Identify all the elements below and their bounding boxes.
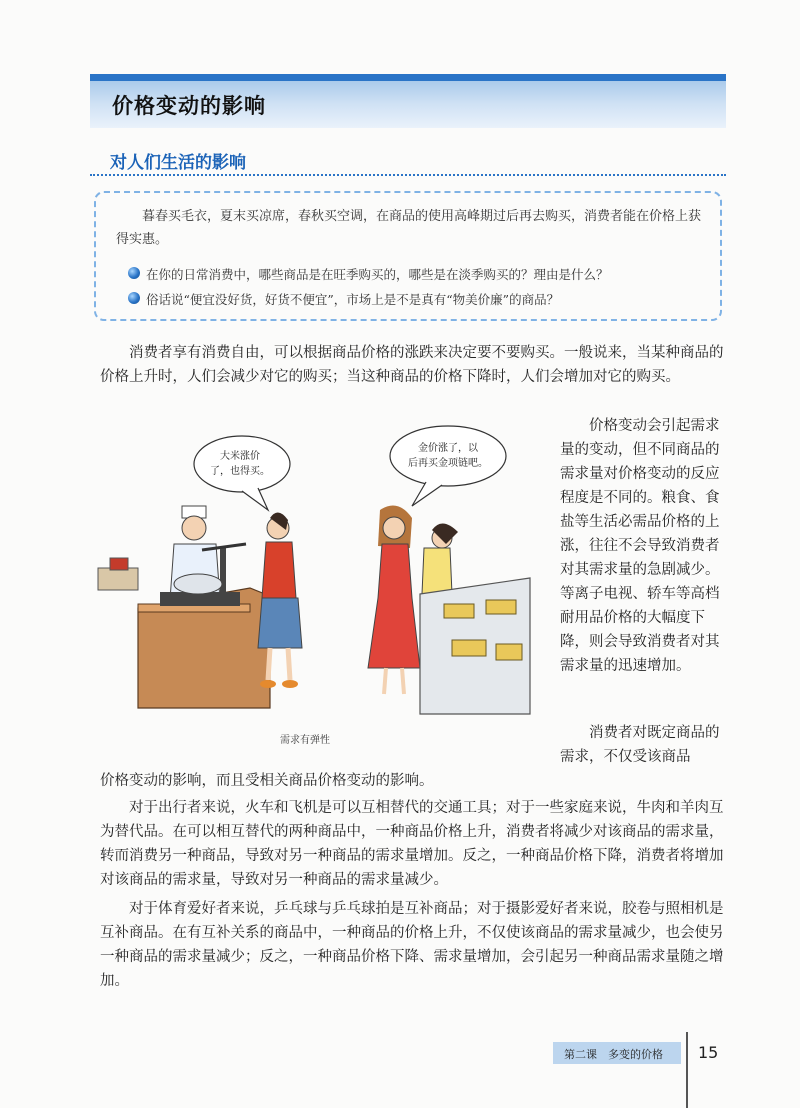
activity-box (94, 191, 722, 321)
bubble-right-line-1: 金价涨了，以 (418, 443, 478, 454)
speech-bubble-right (390, 426, 506, 506)
bubble-right-line-2: 后再买金项链吧。 (408, 458, 488, 469)
side-paragraph-continued: 消费者对既定商品的需求，不仅受该商品 (560, 725, 720, 765)
section-banner (90, 74, 726, 128)
body-paragraph: 消费者享有消费自由，可以根据商品价格的涨跌来决定要不要购买。一般说来，当某种商品的价格上升时，人们会减少对它的购买；当这种商品的价格下降时，人们会增加对它的购买。 (100, 345, 724, 385)
footer-divider (686, 1032, 688, 1108)
body-paragraph: 对于体育爱好者来说，乒乓球与乒乓球拍是互补商品；对于摄影爱好者来说，胶卷与照相机是互补商品。在有互补关系的商品中，一种商品的价格上升，不仅使该商品的需求量减少，也会使另一种商品的需求量减少；反之，一种商品价格下降、需求量增加，会引起另一种商品需求量随之增加。 (100, 901, 724, 989)
demand-elasticity-illustration (90, 418, 538, 718)
subsection-title: 对人们生活的影响 (110, 153, 246, 173)
bubble-left-line-1: 大米涨价 (220, 451, 260, 462)
body-paragraph-continuation: 价格变动的影响，而且受相关商品价格变动的影响。 (100, 773, 434, 789)
footer-lesson-title: 第二课 多变的价格 (564, 1048, 663, 1061)
customer-red-dress (368, 506, 420, 695)
illustration-caption: 需求有弹性 (280, 735, 330, 746)
rice-sacks (98, 558, 138, 590)
bubble-left-line-2: 了，也得买。 (210, 466, 270, 477)
question-item (146, 265, 609, 283)
side-paragraph: 价格变动会引起需求量的变动，但不同商品的需求量对价格变动的反应程度是不同的。粮食、食盐等生活必需品价格的上涨，往往不会导致消费者对其需求量的急剧减少。等离子电视、轿车等高档耐用品价格的大幅度下降，则会导致消费者对其需求量的迅速增加。 (560, 418, 720, 674)
speech-bubble-left (194, 436, 290, 510)
body-paragraph: 对于出行者来说，火车和飞机是可以互相替代的交通工具；对于一些家庭来说，牛肉和羊肉互为替代品。在可以相互替代的两种商品中，一种商品价格上升，消费者将减少对该商品的需求量，转而消费另一种商品，导致对另一种商品的需求量增加。反之，一种商品价格下降，消费者将增加对该商品的需求量，导致对另一种商品的需求量减少。 (100, 800, 724, 888)
question-text: 在你的日常消费中，哪些商品是在旺季购买的，哪些是在淡季购买的？理由是什么？ (146, 267, 609, 282)
activity-intro: 暮春买毛衣，夏末买凉席，春秋买空调，在商品的使用高峰期过后再去购买，消费者能在价格上获得实惠。 (116, 209, 702, 247)
question-item (146, 290, 559, 308)
bullet-icon (128, 267, 140, 279)
section-title: 价格变动的影响 (112, 93, 266, 118)
jewelry-display-case (420, 578, 530, 714)
bullet-icon (128, 292, 140, 304)
dotted-divider (90, 174, 726, 176)
page-number: 15 (698, 1043, 719, 1062)
question-text: 俗话说“便宜没好货，好货不便宜”，市场上是不是真有“物美价廉”的商品？ (146, 292, 560, 307)
